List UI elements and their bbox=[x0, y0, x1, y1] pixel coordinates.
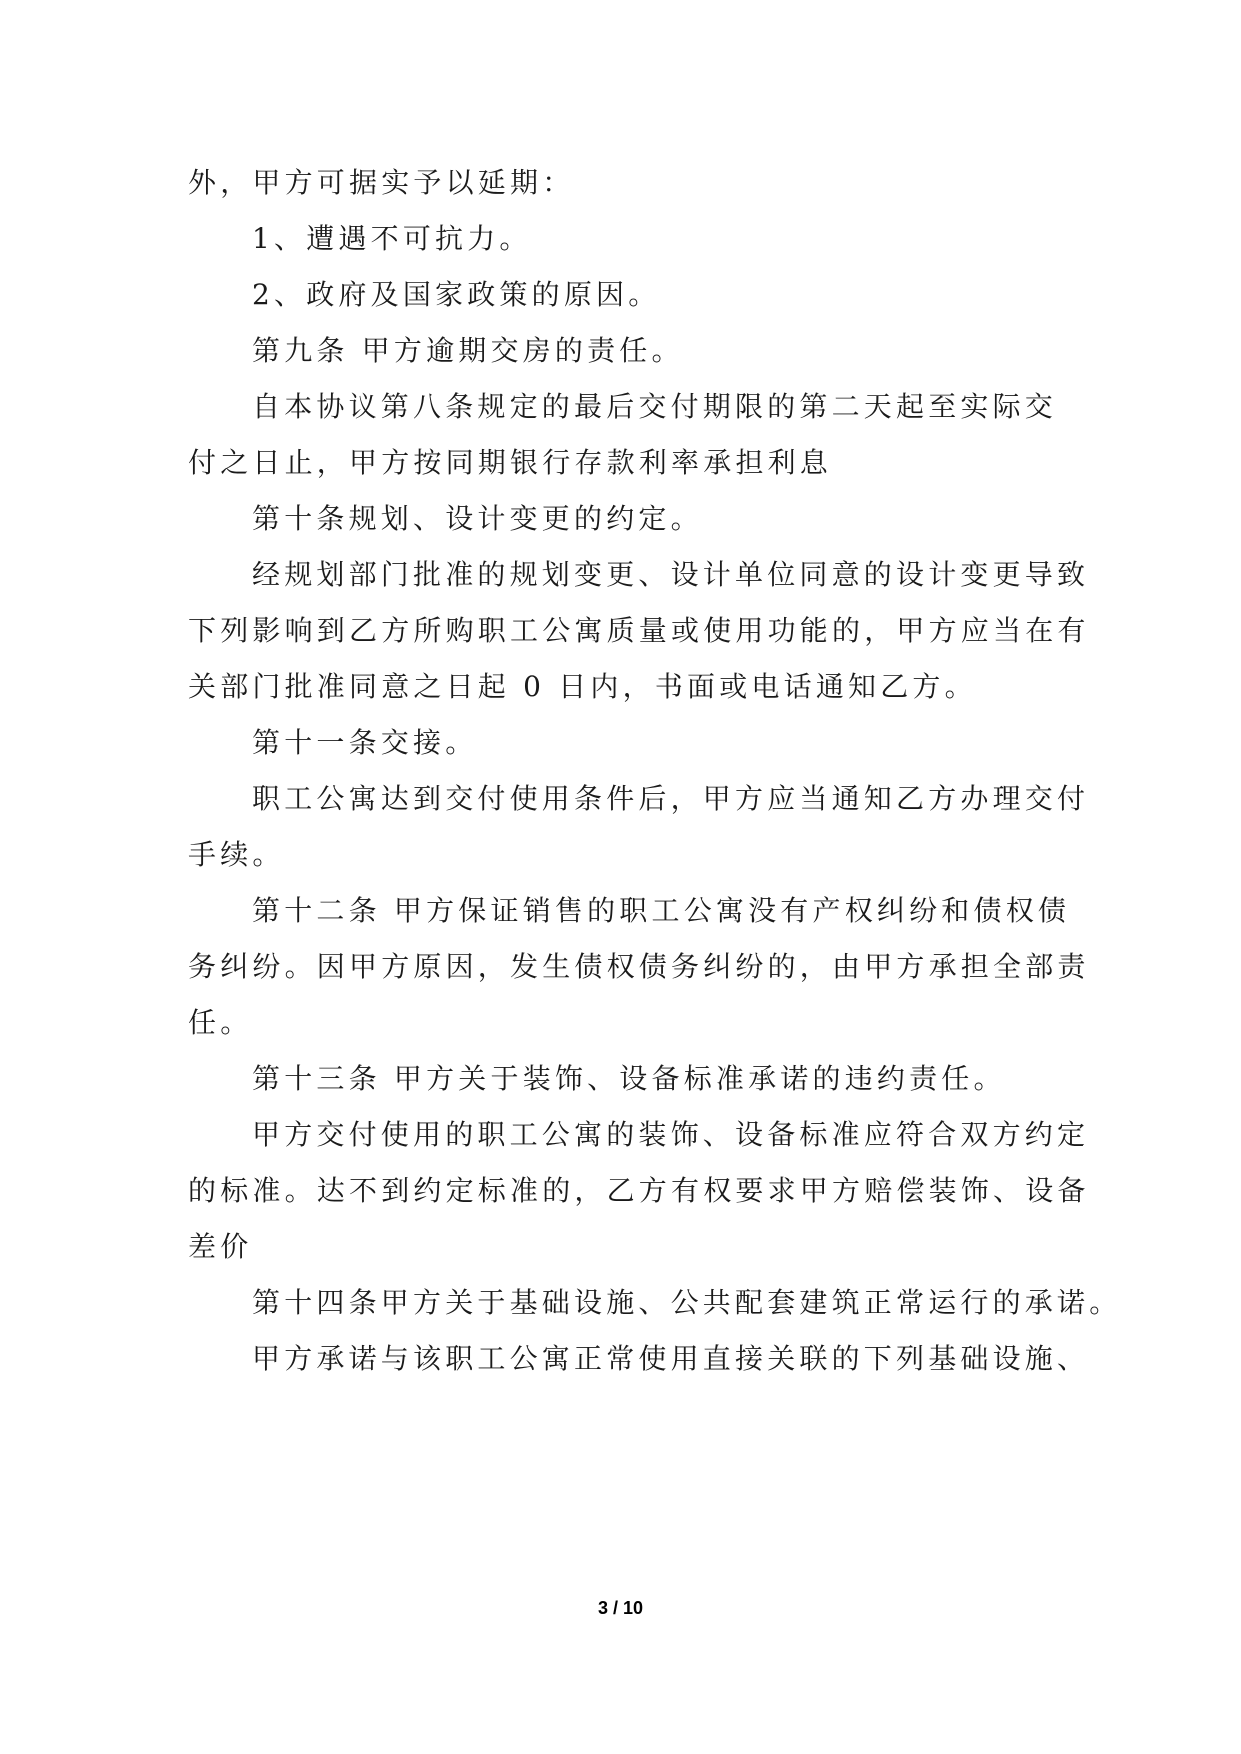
text-line: 付之日止，甲方按同期银行存款利率承担利息 bbox=[188, 446, 833, 479]
text-line: 手续。 bbox=[188, 838, 285, 871]
text-line: 职工公寓达到交付使用条件后，甲方应当通知乙方办理交付 bbox=[252, 782, 1090, 815]
text-line: 1、遭遇不可抗力。 bbox=[252, 222, 532, 255]
text-line: 任。 bbox=[188, 1006, 253, 1039]
text-line: 务纠纷。因甲方原因，发生债权债务纠纷的，由甲方承担全部责 bbox=[188, 950, 1090, 983]
text-line: 甲方交付使用的职工公寓的装饰、设备标准应符合双方约定 bbox=[252, 1118, 1090, 1151]
text-line: 差价 bbox=[188, 1230, 253, 1263]
article-heading: 第十三条 甲方关于装饰、设备标准承诺的违约责任。 bbox=[252, 1062, 1006, 1095]
article-heading: 第十条规划、设计变更的约定。 bbox=[252, 502, 703, 535]
article-heading: 第十一条交接。 bbox=[252, 726, 478, 759]
document-body bbox=[188, 155, 1122, 1387]
article-heading: 第九条 甲方逾期交房的责任。 bbox=[252, 334, 684, 367]
article-heading: 第十四条甲方关于基础设施、公共配套建筑正常运行的承诺。 bbox=[252, 1286, 1122, 1319]
text-line: 外，甲方可据实予以延期： bbox=[188, 166, 575, 199]
text-line: 甲方承诺与该职工公寓正常使用直接关联的下列基础设施、 bbox=[252, 1342, 1090, 1375]
page-number: 3 / 10 bbox=[597, 1598, 644, 1618]
text-line: 的标准。达不到约定标准的，乙方有权要求甲方赔偿装饰、设备 bbox=[188, 1174, 1090, 1207]
text-line: 自本协议第八条规定的最后交付期限的第二天起至实际交 bbox=[252, 390, 1058, 423]
text-line: 关部门批准同意之日起 0 日内，书面或电话通知乙方。 bbox=[188, 670, 977, 703]
text-line: 下列影响到乙方所购职工公寓质量或使用功能的，甲方应当在有 bbox=[188, 614, 1090, 647]
text-line: 2、政府及国家政策的原因。 bbox=[252, 278, 661, 311]
article-heading: 第十二条 甲方保证销售的职工公寓没有产权纠纷和债权债 bbox=[252, 894, 1071, 927]
text-line: 经规划部门批准的规划变更、设计单位同意的设计变更导致 bbox=[252, 558, 1090, 591]
